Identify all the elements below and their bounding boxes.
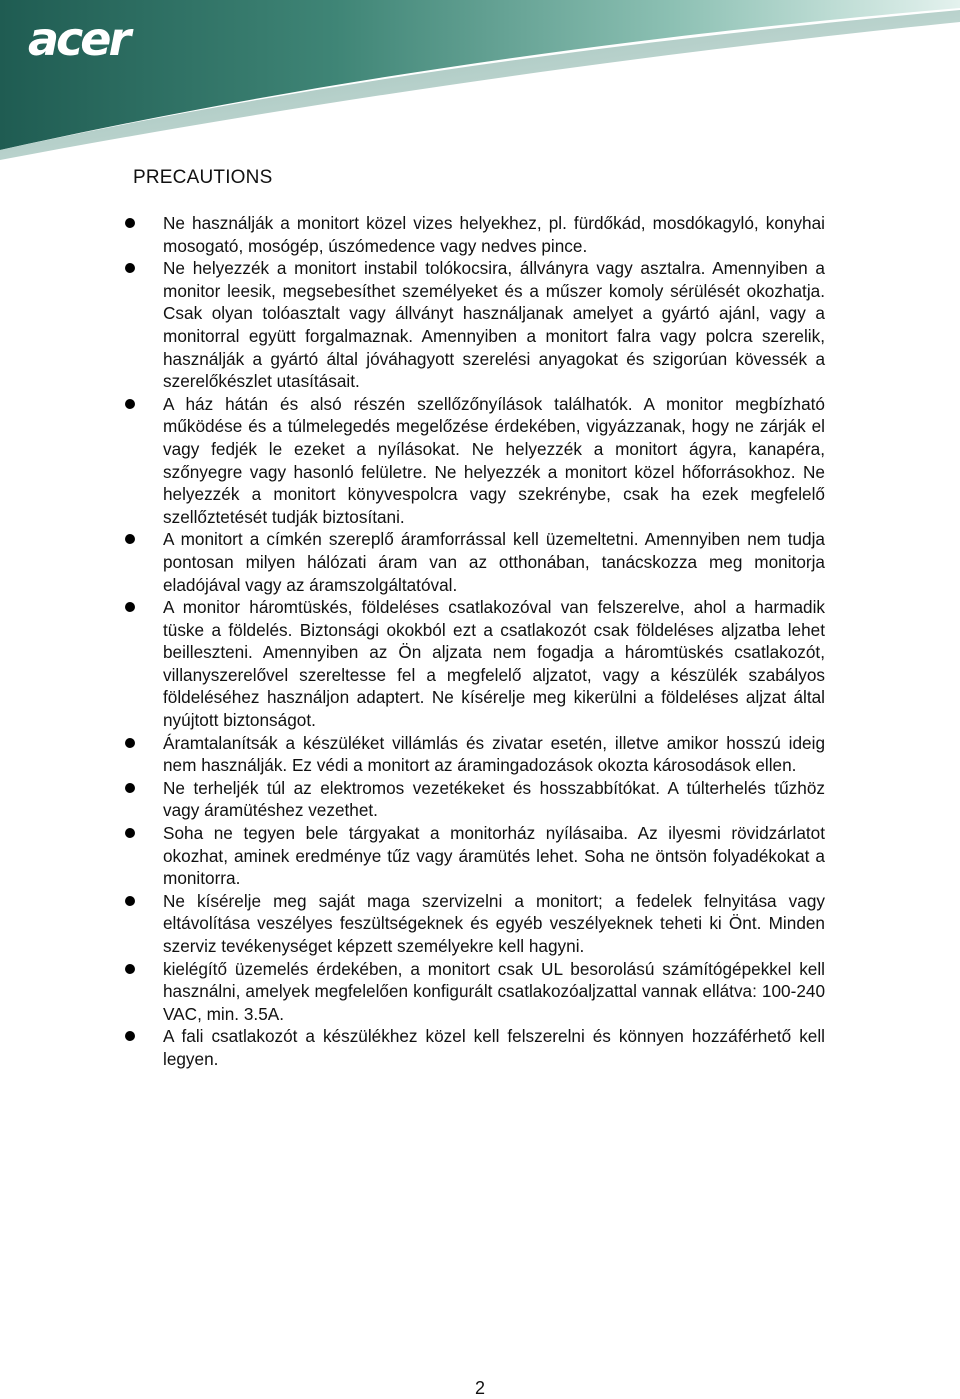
list-item-text: A monitort a címkén szereplő áramforrással kell üzemeltetni. Amennyiben nem tudja pontosan milyen hálózati áram van az otthonában, tanácskozza meg monitorja eladójával vagy az áramszolgáltatóval. xyxy=(163,529,825,595)
precautions-list xyxy=(125,212,825,1071)
list-item xyxy=(125,958,825,1026)
list-item xyxy=(125,777,825,822)
page-number: 2 xyxy=(474,1378,485,1398)
bullet-icon xyxy=(125,399,135,409)
list-item-text: Áramtalanítsák a készüléket villámlás és zivatar esetén, illetve amikor hosszú ideig nem használják. Ez védi a monitort az áramingadozások okozta károsodások ellen. xyxy=(163,732,825,776)
list-item xyxy=(125,596,825,732)
list-item-text: Ne kísérelje meg saját maga szervizelni a monitort; a fedelek felnyitása vagy eltávolítása veszélyes feszültségeknek és egyéb veszélyeknek teheti ki Önt. Minden szerviz tevékenységet képzett személyekre kell hagyni. xyxy=(163,890,825,956)
list-item-text: Ne terheljék túl az elektromos vezetékeket és hosszabbítókat. A túlterhelés tűzhöz vagy áramütéshez vezethet. xyxy=(163,777,825,821)
acer-logo: acer xyxy=(28,12,129,66)
list-item-text: A fali csatlakozót a készülékhez közel kell felszerelni és könnyen hozzáférhető kell legyen. xyxy=(163,1026,825,1069)
list-item xyxy=(125,212,825,257)
bullet-icon xyxy=(125,896,135,906)
list-item xyxy=(125,890,825,958)
list-item-text: A ház hátán és alsó részén szellőzőnyílások találhatók. A monitor megbízható működése és a túlmelegedés megelőzése érdekében, vigyázzanak, hogy ne zárják el vagy fedjék le ezeket a nyílásokat. Ne helyezzék a monitort ágyra, kanapéra, szőnyegre vagy hasonló felületre. Ne helyezzék a monitort közel hőforrásokhoz. Ne helyezzék a monitort könyvespolcra vagy szekrénybe, csak ha ezek megfelelő szellőztetését tudják biztosítani. xyxy=(163,393,825,527)
bullet-icon xyxy=(125,218,135,228)
list-item xyxy=(125,528,825,596)
list-item xyxy=(125,393,825,529)
section-title: PRECAUTIONS xyxy=(133,167,273,188)
bullet-icon xyxy=(125,602,135,612)
bullet-icon xyxy=(125,1031,135,1041)
list-item xyxy=(125,257,825,393)
list-item-text: Ne helyezzék a monitort instabil tolókocsira, állványra vagy asztalra. Amennyiben a monitor leesik, megsebesíthet személyeket és a műszer komoly sérülését okozhatja. Csak olyan tolóasztalt vagy állványt használjanak amelyet a gyártó ajánl, vagy a monitorral együtt forgalmaznak. Amennyiben a monitort falra vagy polcra szerelik, használják a gyártó által jóváhagyott szerelési anyagokat és szigorúan kövessék a szerelőkészlet utasításait. xyxy=(163,258,825,392)
list-item xyxy=(125,1025,825,1070)
bullet-icon xyxy=(125,783,135,793)
bullet-icon xyxy=(125,828,135,838)
list-item xyxy=(125,822,825,890)
bullet-icon xyxy=(125,964,135,974)
list-item-text: A monitor háromtüskés, földeléses csatlakozóval van felszerelve, ahol a harmadik tüske a földelés. Biztonsági okokból ezt a csatlakozót csak földeléses aljzatba lehet beilleszteni. Amennyiben az Ön aljzata nem fogadja a háromtüskés csatlakozót, villanyszerelővel szereltesse fel a megfelelő aljzatot, vagy a készülék szabályos földeléséhez használjon adaptert. Ne kísérelje meg kikerülni a földeléses aljzat által nyújtott biztonságot. xyxy=(163,597,825,731)
list-item-text: Ne használják a monitort közel vizes helyekhez, pl. fürdőkád, mosdókagyló, konyhai mosogató, mosógép, úszómedence vagy nedves pince. xyxy=(163,213,825,256)
list-item xyxy=(125,732,825,777)
bullet-icon xyxy=(125,534,135,544)
list-item-text: kielégítő üzemelés érdekében, a monitort csak UL besorolású számítógépekkel kell használni, amelyek megfelelően konfigurált csatlakozóaljzattal vannak ellátva: 100-240 VAC, min. 3.5A. xyxy=(163,958,825,1024)
list-item-text: Soha ne tegyen bele tárgyakat a monitorház nyílásaiba. Az ilyesmi rövidzárlatot okozhat, aminek eredménye tűz vagy áramütés lehet. Soha ne öntsön folyadékokat a monitorra. xyxy=(163,823,825,889)
header-banner xyxy=(0,0,960,160)
bullet-icon xyxy=(125,263,135,273)
header-swoosh xyxy=(0,0,960,160)
bullet-icon xyxy=(125,738,135,748)
